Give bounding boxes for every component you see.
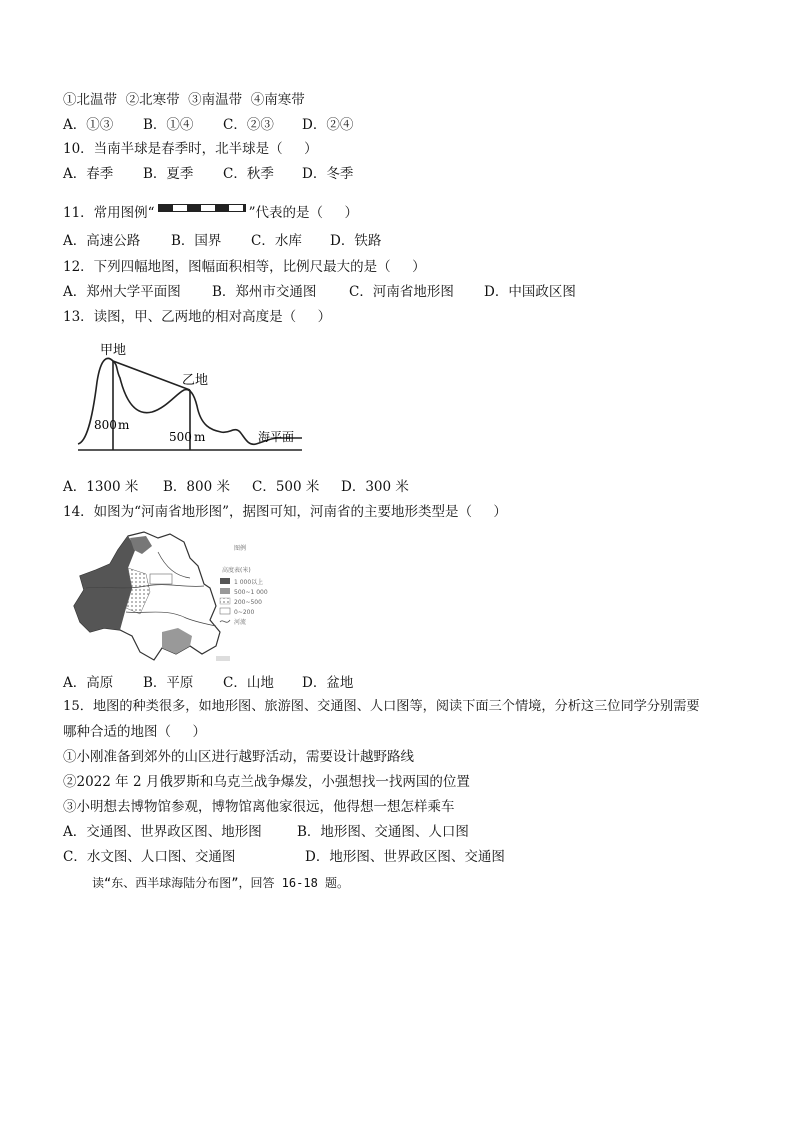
q12-option-d: D．中国政区图 (484, 284, 576, 300)
q15-scenario-1: ①小刚准备到郊外的山区进行越野活动，需要设计越野路线 (63, 749, 414, 765)
q15-option-d: D．地形图、世界政区图、交通图 (305, 849, 505, 865)
q14-option-b: B．平原 (143, 675, 194, 691)
q11-stem-after: ”代表的是（ ） (248, 205, 358, 221)
q15-stem-line2: 哪种合适的地图（ ） (63, 724, 206, 740)
q15-option-a: A．交通图、世界政区图、地形图 (63, 824, 262, 840)
legend-item-1: 1 000以上 (234, 579, 264, 586)
q12-stem: 12．下列四幅地图，图幅面积相等，比例尺最大的是（ ） (63, 259, 426, 275)
q9-option-d: D．②④ (302, 117, 354, 133)
q11-option-b: B．国界 (171, 233, 222, 249)
legend-swatch-2 (220, 588, 230, 594)
map-label-box (150, 574, 172, 584)
q14-option-c: C．山地 (223, 675, 274, 691)
label-500-unit: m (194, 430, 206, 444)
legend-river: 河流 (234, 619, 247, 626)
legend-swatch-1 (220, 578, 230, 584)
q11-stem (63, 204, 358, 222)
q12-option-a: A．郑州大学平面图 (63, 284, 181, 300)
q10-option-c: C．秋季 (223, 166, 274, 182)
legend-swatch-4 (220, 608, 230, 614)
q12-option-c: C．河南省地形图 (349, 284, 454, 300)
q14-option-d: D．盆地 (302, 675, 354, 691)
q10-option-d: D．冬季 (302, 166, 354, 182)
q9-option-c: C．②③ (223, 117, 274, 133)
q10-option-b: B．夏季 (143, 166, 194, 182)
q15-option-c: C．水文图、人口图、交通图 (63, 849, 236, 865)
q11-legend-symbol (158, 204, 246, 212)
q13-option-d: D．300 米 (341, 479, 409, 495)
legend-river-symbol (220, 620, 230, 622)
q10-stem: 10．当南半球是春季时，北半球是（ ） (63, 141, 318, 157)
q13-option-b: B．800 米 (163, 479, 230, 495)
henan-topographic-map (66, 528, 306, 668)
legend-swatch-3 (220, 598, 230, 604)
q10-option-a: A．春季 (63, 166, 114, 182)
q13-option-a: A．1300 米 (63, 479, 139, 495)
label-yi: 乙地 (182, 373, 209, 388)
q15-scenario-2: ②2022 年 2 月俄罗斯和乌克兰战争爆发，小强想找一找两国的位置 (63, 774, 470, 790)
label-jia: 甲地 (100, 343, 127, 358)
legend-item-3: 200~500 (234, 599, 262, 606)
legend-title: 图例 (234, 545, 247, 552)
q11-option-a: A．高速公路 (63, 233, 141, 249)
q13-stem: 13．读图，甲、乙两地的相对高度是（ ） (63, 309, 332, 325)
label-800-unit: m (118, 418, 130, 432)
scale-smudge (216, 656, 230, 661)
legend-item-2: 500~1 000 (234, 589, 268, 596)
q13-option-c: C．500 米 (252, 479, 320, 495)
q11-option-d: D．铁路 (330, 233, 382, 249)
q15-option-b: B．地形图、交通图、人口图 (297, 824, 469, 840)
legend-item-4: 0~200 (234, 609, 255, 616)
q11-option-c: C．水库 (251, 233, 302, 249)
q15-stem-line1: 15．地图的种类很多，如地形图、旅游图、交通图、人口图等，阅读下面三个情境，分析这三位同学分别需要 (63, 699, 700, 714)
label-sea-level: 海平面 (258, 430, 295, 444)
label-800: 800 (94, 418, 117, 432)
q13-elevation-profile (70, 342, 310, 460)
q14-option-a: A．高原 (63, 675, 114, 691)
q11-stem-before: 11．常用图例“ (63, 205, 155, 221)
q9-option-b: B．①④ (143, 117, 194, 133)
q14-stem: 14．如图为“河南省地形图”，据图可知，河南省的主要地形类型是（ ） (63, 504, 507, 520)
q9-option-a: A．①③ (63, 117, 114, 133)
q9-choices: ①北温带 ②北寒带 ③南温带 ④南寒带 (63, 92, 305, 108)
q12-option-b: B．郑州市交通图 (212, 284, 317, 300)
jia-yi-connecting-line (113, 361, 190, 390)
q15-scenario-3: ③小明想去博物馆参观，博物馆离他家很远，他得想一想怎样乘车 (63, 799, 455, 815)
legend-subtitle: 高度表(米) (222, 567, 251, 574)
label-500: 500 (169, 430, 192, 444)
instruction-q16-18: 读“东、西半球海陆分布图”，回答 16-18 题。 (92, 876, 350, 890)
